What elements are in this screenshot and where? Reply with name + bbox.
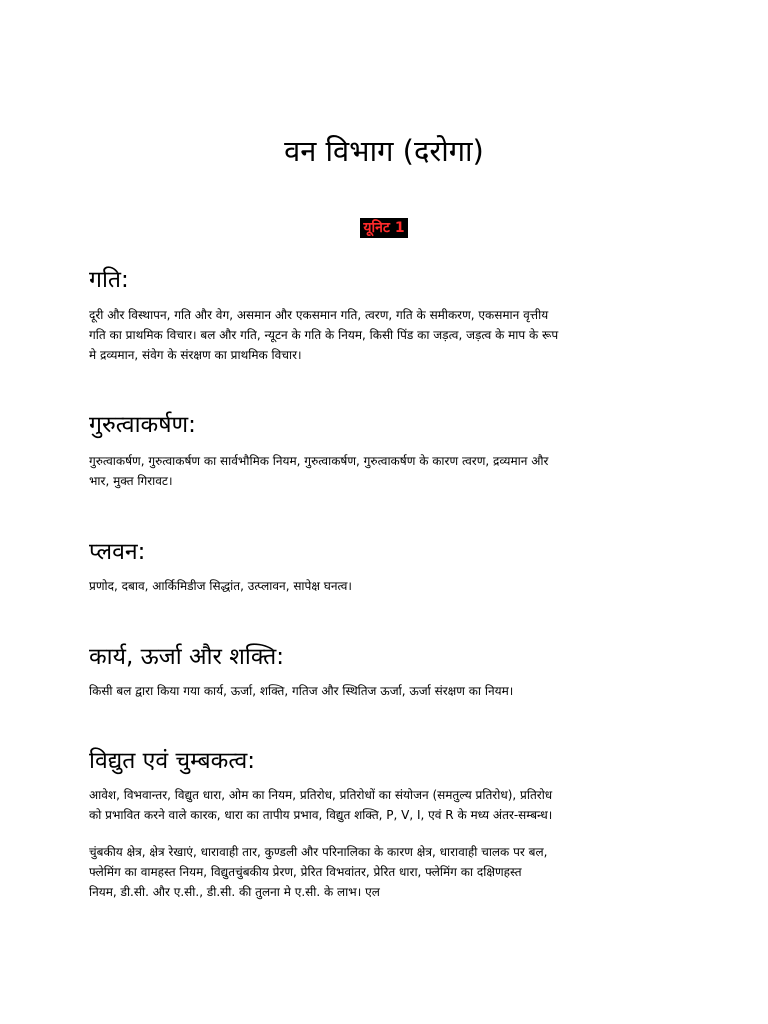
text-line: मे द्रव्यमान, संवेग के संरक्षण का प्राथमिक विचार। <box>89 348 302 362</box>
unit-label-container <box>0 217 768 238</box>
section-text-gravitation <box>89 451 679 491</box>
section-heading-work-energy-power: कार्य, ऊर्जा और शक्ति: <box>89 644 285 670</box>
text-line: नियम, डी.सी. और ए.सी., डी.सी. की तुलना मे ए.सी. के लाभ। एल <box>89 885 380 899</box>
text-line: आवेश, विभवान्तर, विद्युत धारा, ओम का नियम, प्रतिरोध, प्रतिरोधों का संयोजन (समतुल्य प्रतिरोध), प्रतिरोध <box>89 788 553 802</box>
section-heading-electricity-magnetism: विद्युत एवं चुम्बकत्व: <box>89 748 255 774</box>
unit-label: यूनिट 1 <box>360 218 407 238</box>
text-line: किसी बल द्वारा किया गया कार्य, ऊर्जा, शक्ति, गतिज और स्थितिज ऊर्जा, ऊर्जा संरक्षण का नियम। <box>89 684 514 698</box>
section-text-work-energy-power <box>89 681 679 701</box>
section-text-motion <box>89 305 679 365</box>
page-title: वन विभाग (दरोगा) <box>284 134 484 168</box>
section-text-floatation <box>89 576 679 596</box>
text-line: दूरी और विस्थापन, गति और वेग, असमान और एकसमान गति, त्वरण, गति के समीकरण, एकसमान वृत्तीय <box>89 308 549 322</box>
text-line: चुंबकीय क्षेत्र, क्षेत्र रेखाएं, धारावाही तार, कुण्डली और परिनालिका के कारण क्षेत्र, धारावाही चालक पर बल, <box>89 845 548 859</box>
section-text-electricity <box>89 785 679 825</box>
section-heading-gravitation: गुरुत्वाकर्षण: <box>89 412 196 438</box>
text-line: गति का प्राथमिक विचार। बल और गति, न्यूटन के गति के नियम, किसी पिंड का जड़त्व, जड़त्व के माप के रूप <box>89 328 559 342</box>
text-line: गुरुत्वाकर्षण, गुरुत्वाकर्षण का सार्वभौमिक नियम, गुरुत्वाकर्षण, गुरुत्वाकर्षण के कारण त्वरण, द्रव्यमान और <box>89 454 549 468</box>
section-text-magnetism <box>89 842 679 902</box>
text-line: को प्रभावित करने वाले कारक, धारा का तापीय प्रभाव, विद्युत शक्ति, P, V, I, एवं R के मध्य अंतर-सम्बन्ध। <box>89 808 553 822</box>
text-line: प्रणोद, दबाव, आर्किमिडीज सिद्धांत, उत्प्लावन, सापेक्ष घनत्व। <box>89 579 352 593</box>
text-line: भार, मुक्त गिरावट। <box>89 474 173 488</box>
section-heading-floatation: प्लवन: <box>89 539 146 565</box>
text-line: फ्लेमिंग का वामहस्त नियम, विद्युतचुंबकीय प्रेरण, प्रेरित विभवांतर, प्रेरित धारा, फ्लेमिंग का दक्षिणहस्त <box>89 865 522 879</box>
section-heading-motion: गति: <box>89 267 129 293</box>
